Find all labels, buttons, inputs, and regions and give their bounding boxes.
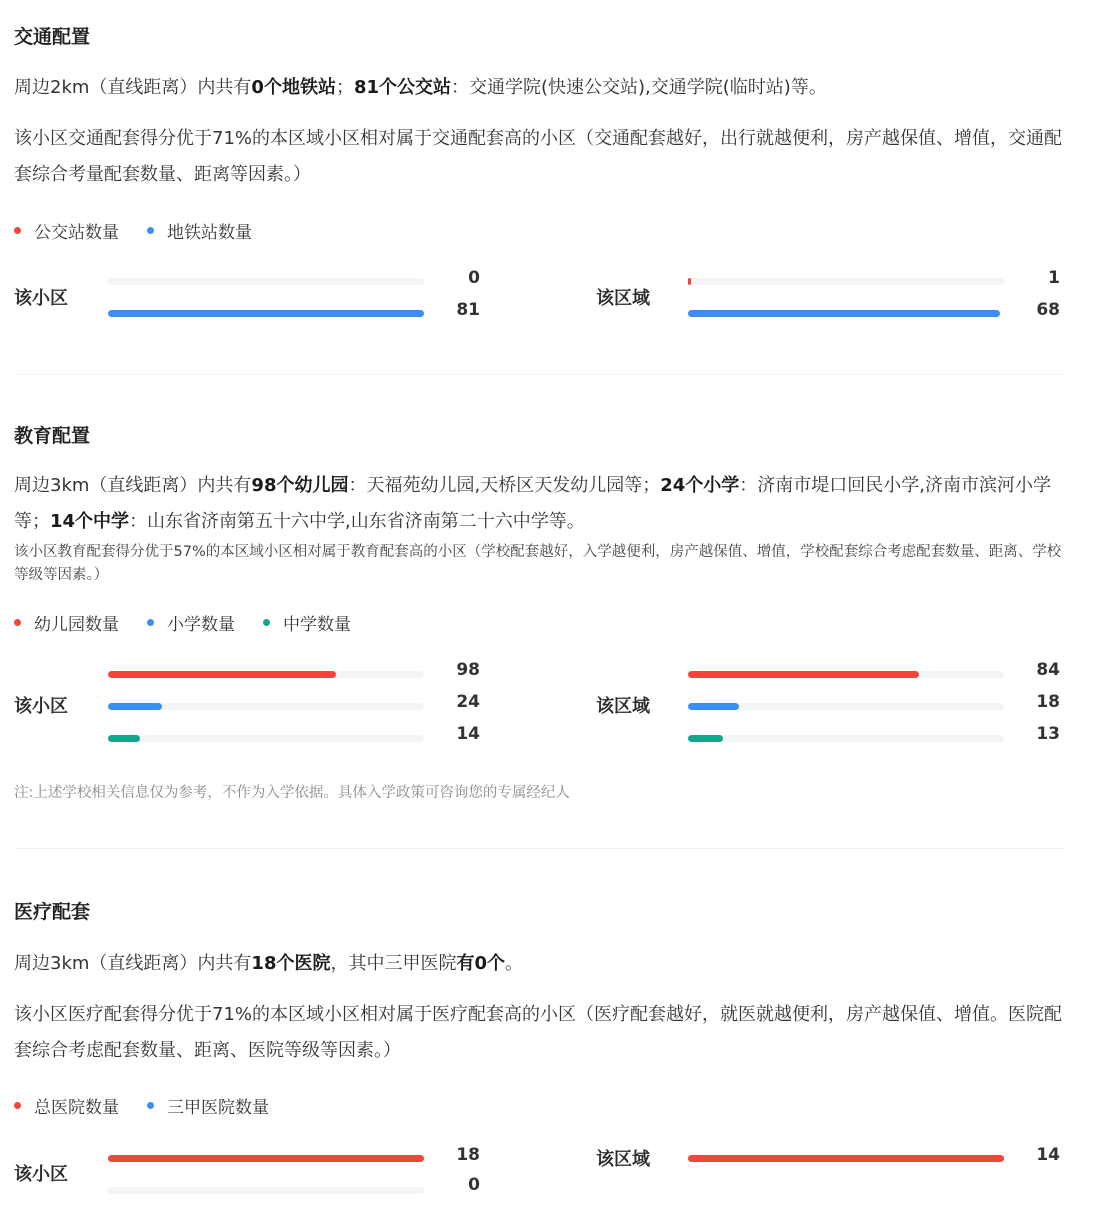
legend-dot-blue <box>147 227 154 234</box>
legend-dot-red <box>14 619 21 626</box>
traffic-description: 该小区交通配套得分优于71%的本区域小区相对属于交通配套高的小区（交通配套越好，出行就越便利，房产越保值、增值，交通配套综合考量配套数量、距离等因素。） <box>14 128 1063 185</box>
education-community-kindergarten-value: 98 <box>456 660 480 680</box>
medical-description: 该小区医疗配套得分优于71%的本区域小区相对属于医疗配套高的小区（医疗配套越好，就医就越便利，房产越保值、增值。医院配套综合考虑配套数量、距离、医院等级等因素。） <box>14 1004 1063 1061</box>
traffic-region-subway-track <box>688 278 1004 285</box>
education-divider <box>14 848 1064 849</box>
traffic-summary <box>14 70 1064 106</box>
legend-middle <box>263 610 351 635</box>
education-legend <box>14 610 379 634</box>
education-region-middle-bar <box>688 735 723 742</box>
medical-summary-text-3: 。 <box>505 953 524 974</box>
medical-summary-text-1: 周边3km（直线距离）内共有 <box>14 953 252 974</box>
medical-community-total-bar <box>108 1155 424 1162</box>
education-note: 注:上述学校相关信息仅为参考，不作为入学依据。具体入学政策可咨询您的专属经纪人 <box>14 785 570 801</box>
education-kindergarten-count: 98个幼儿园 <box>251 475 349 496</box>
legend-dot-teal <box>263 619 270 626</box>
traffic-region-bus-value: 68 <box>1036 300 1060 320</box>
traffic-title: 交通配置 <box>14 26 91 48</box>
medical-legend <box>14 1093 297 1117</box>
legend-primary-label: 小学数量 <box>167 614 235 635</box>
medical-region-total-value: 14 <box>1036 1145 1060 1165</box>
legend-total-hospital <box>14 1093 119 1118</box>
traffic-summary-text-2: ； <box>335 77 354 98</box>
traffic-region-bus-bar <box>688 310 1000 317</box>
legend-kindergarten <box>14 610 119 635</box>
traffic-community-bus-value: 81 <box>456 300 480 320</box>
legend-top-hospital <box>147 1093 269 1118</box>
education-primary-count: 24个小学 <box>660 475 740 496</box>
education-community-middle-track <box>108 735 424 742</box>
education-region-kindergarten-bar <box>688 671 919 678</box>
traffic-region-label: 该区域 <box>596 288 650 309</box>
legend-total-hospital-label: 总医院数量 <box>34 1097 119 1118</box>
legend-dot-red <box>14 227 21 234</box>
medical-community-label: 该小区 <box>14 1164 68 1185</box>
education-summary <box>14 468 1064 540</box>
education-region-label: 该区域 <box>596 696 650 717</box>
traffic-community-subway-track <box>108 278 424 285</box>
legend-bus <box>14 218 119 243</box>
medical-summary-text-2: ，其中三甲医院 <box>330 953 457 974</box>
medical-community-total-track <box>108 1155 424 1162</box>
legend-subway-label: 地铁站数量 <box>167 222 252 243</box>
traffic-region-bus-track <box>688 310 1000 317</box>
education-community-kindergarten-track <box>108 671 424 678</box>
traffic-community-subway-value: 0 <box>468 268 480 288</box>
medical-region-total-track <box>688 1155 1004 1162</box>
education-community-primary-value: 24 <box>456 692 480 712</box>
education-community-primary-track <box>108 703 424 710</box>
legend-dot-red <box>14 1102 21 1109</box>
legend-primary <box>147 610 235 635</box>
traffic-bus-count: 81个公交站 <box>353 77 452 98</box>
traffic-summary-text-3: ：交通学院(快速公交站),交通学院(临时站)等。 <box>451 77 827 98</box>
traffic-summary-text-1: 周边2km（直线距离）内共有 <box>14 77 252 98</box>
education-community-label: 该小区 <box>14 696 68 717</box>
education-summary-text-2: ：天福苑幼儿园,天桥区天发幼儿园等； <box>348 475 661 496</box>
medical-hospital-count: 18个医院 <box>251 953 331 974</box>
education-region-primary-track <box>688 703 1004 710</box>
legend-dot-blue <box>147 1102 154 1109</box>
education-summary-text-3: ：济南市堤口回民小学,济南市滨河小学等； <box>14 475 1052 532</box>
legend-bus-label: 公交站数量 <box>34 222 119 243</box>
education-region-kindergarten-value: 84 <box>1036 660 1060 680</box>
education-community-middle-bar <box>108 735 140 742</box>
medical-title: 医疗配套 <box>14 901 91 923</box>
traffic-region-subway-value: 1 <box>1048 268 1060 288</box>
education-region-primary-value: 18 <box>1036 692 1060 712</box>
education-region-primary-bar <box>688 703 739 710</box>
medical-region-total-bar <box>688 1155 1004 1162</box>
education-region-kindergarten-track <box>688 671 1004 678</box>
traffic-legend <box>14 218 280 242</box>
medical-region-label: 该区域 <box>596 1149 650 1170</box>
education-summary-text-1: 周边3km（直线距离）内共有 <box>14 475 252 496</box>
traffic-community-label: 该小区 <box>14 288 68 309</box>
education-region-middle-track <box>688 735 1004 742</box>
education-community-kindergarten-bar <box>108 671 336 678</box>
legend-middle-label: 中学数量 <box>283 614 351 635</box>
traffic-community-bus-bar <box>108 310 424 317</box>
traffic-region-subway-bar <box>688 278 691 285</box>
medical-summary <box>14 946 1064 982</box>
legend-subway <box>147 218 252 243</box>
education-description: 该小区教育配套得分优于57%的本区域小区相对属于教育配套高的小区（学校配套越好，入学越便利，房产越保值、增值，学校配套综合考虑配套数量、距离、学校等级等因素。） <box>14 544 1062 583</box>
education-region-middle-value: 13 <box>1036 724 1060 744</box>
traffic-community-bus-track <box>108 310 424 317</box>
legend-dot-blue <box>147 619 154 626</box>
legend-kindergarten-label: 幼儿园数量 <box>34 614 119 635</box>
education-middle-count: 14个中学 <box>50 511 130 532</box>
medical-community-top-track <box>108 1187 424 1194</box>
medical-top-hospital-count: 有0个 <box>456 953 506 974</box>
medical-community-total-value: 18 <box>456 1145 480 1165</box>
education-community-primary-bar <box>108 703 162 710</box>
education-community-middle-value: 14 <box>456 724 480 744</box>
traffic-subway-count: 0个地铁站 <box>251 77 336 98</box>
medical-community-top-value: 0 <box>468 1175 480 1195</box>
education-title: 教育配置 <box>14 425 91 447</box>
education-summary-text-4: ：山东省济南第五十六中学,山东省济南第二十六中学等。 <box>129 511 585 532</box>
traffic-divider <box>14 374 1064 375</box>
legend-top-hospital-label: 三甲医院数量 <box>167 1097 269 1118</box>
